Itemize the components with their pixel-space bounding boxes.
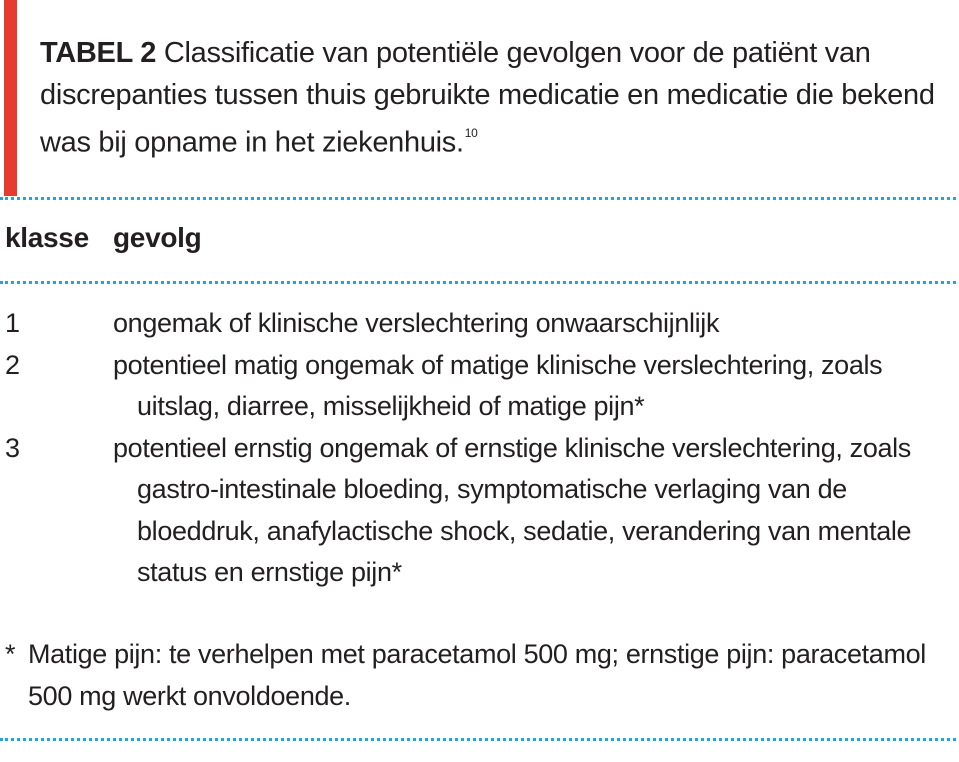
table-label: TABEL 2 [40, 37, 157, 69]
accent-bar [4, 0, 17, 196]
divider-top [0, 197, 956, 200]
cell-klasse: 2 [5, 349, 20, 380]
divider-bottom [0, 738, 956, 741]
header-gevolg: gevolg [113, 222, 202, 253]
table-body [5, 303, 955, 594]
cell-klasse: 1 [5, 308, 20, 338]
caption-text: Classificatie van potentiële gevolgen voor de patiënt van discrepanties tussen thuis gebruikte medicatie en medicatie die bekend was bij opname in het ziekenhuis. [40, 37, 935, 159]
header-klasse: klasse [5, 222, 89, 253]
divider-header [0, 281, 956, 284]
cell-gevolg: potentieel matig ongemak of matige klinische verslechtering, zoals uitslag, diarree, misselijkheid of matige pijn* [113, 349, 883, 421]
footnote-text: Matige pijn: te verhelpen met paracetamol 500 mg; ernstige pijn: paracetamol 500 mg werkt onvoldoende. [28, 639, 926, 711]
reference-number: 10 [464, 126, 478, 140]
cell-gevolg: potentieel ernstig ongemak of ernstige klinische verslechtering, zoals gastro-intestinale bloeding, symptomatische verlaging van de bloeddruk, anafylactische shock, sedatie, verandering van mentale status en ernstige pijn* [113, 432, 912, 587]
table-row [5, 303, 955, 345]
footnote-mark: * [5, 639, 16, 669]
footnote [5, 634, 955, 717]
table-row [5, 345, 955, 428]
table-row [5, 428, 955, 594]
cell-gevolg: ongemak of klinische verslechtering onwaarschijnlijk [113, 308, 720, 338]
cell-klasse: 3 [5, 432, 20, 463]
table-caption [40, 32, 945, 164]
